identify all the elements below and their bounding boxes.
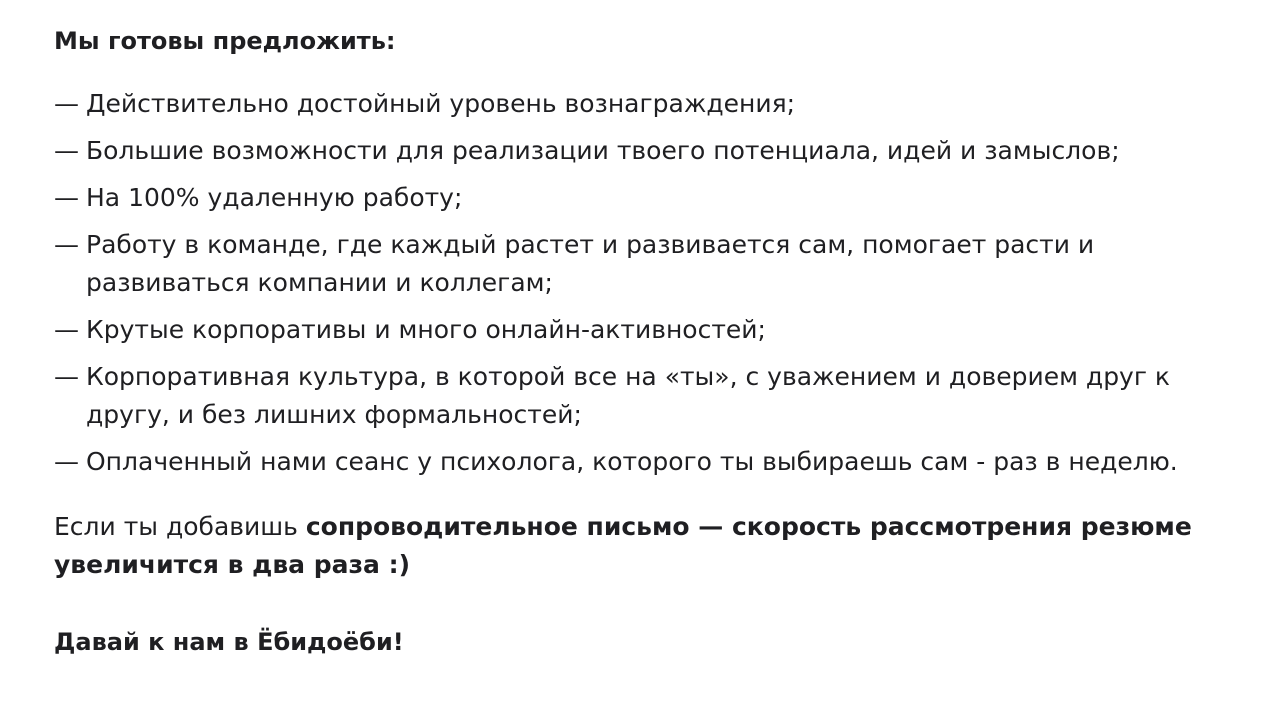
list-item bbox=[54, 132, 1254, 170]
list-item bbox=[54, 358, 1254, 434]
list-item-text: Крутые корпоративы и много онлайн-активностей; bbox=[86, 315, 766, 344]
section-heading: Мы готовы предложить: bbox=[54, 27, 396, 55]
list-item-text: Корпоративная культура, в которой все на «ты», с уважением и доверием друг к другу, и без лишних формальностей; bbox=[86, 362, 1171, 429]
list-item bbox=[54, 443, 1254, 481]
closing-call-to-action: Давай к нам в Ёбидоёби! bbox=[54, 628, 404, 656]
dash-bullet: — bbox=[54, 230, 79, 259]
dash-bullet: — bbox=[54, 362, 79, 391]
cover-letter-note bbox=[54, 508, 1234, 584]
dash-bullet: — bbox=[54, 447, 79, 476]
list-item-text: Действительно достойный уровень вознаграждения; bbox=[86, 89, 796, 118]
list-item-text: Оплаченный нами сеанс у психолога, которого ты выбираешь сам - раз в неделю. bbox=[86, 447, 1178, 476]
cover-letter-emphasis: сопроводительное письмо — скорость рассмотрения резюме увеличится в два раза :) bbox=[54, 512, 1192, 579]
list-item-text: На 100% удаленную работу; bbox=[86, 183, 463, 212]
list-item bbox=[54, 311, 1254, 349]
list-item-text: Большие возможности для реализации твоего потенциала, идей и замыслов; bbox=[86, 136, 1120, 165]
benefits-list bbox=[54, 85, 1254, 490]
list-item bbox=[54, 85, 1254, 123]
dash-bullet: — bbox=[54, 89, 79, 118]
dash-bullet: — bbox=[54, 136, 79, 165]
dash-bullet: — bbox=[54, 315, 79, 344]
list-item-text: Работу в команде, где каждый растет и развивается сам, помогает расти и развиваться компании и коллегам; bbox=[86, 230, 1095, 297]
dash-bullet: — bbox=[54, 183, 79, 212]
list-item bbox=[54, 226, 1254, 302]
cover-letter-prefix: Если ты добавишь bbox=[54, 512, 306, 541]
list-item bbox=[54, 179, 1254, 217]
